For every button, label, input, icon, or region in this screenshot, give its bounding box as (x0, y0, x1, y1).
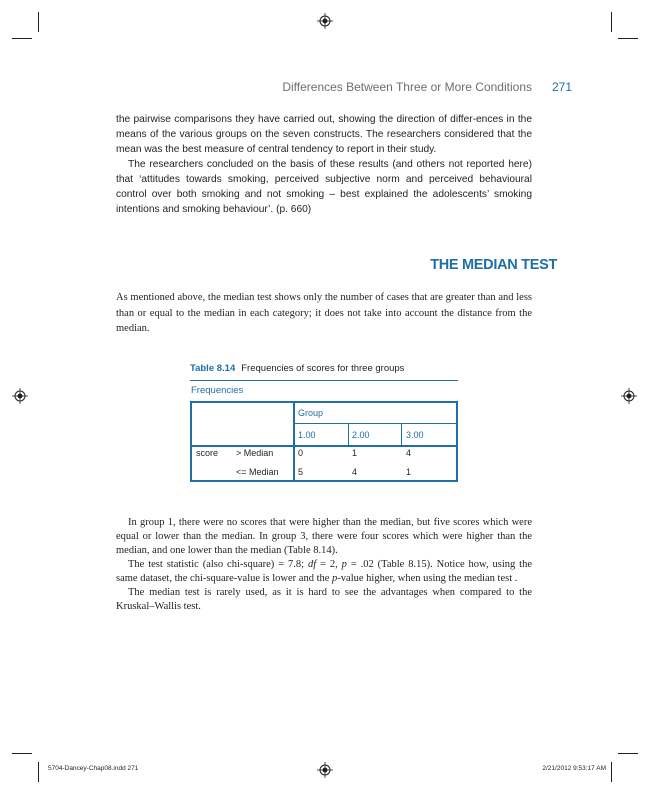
table-divider (348, 424, 349, 446)
table-cell: 5 (298, 467, 304, 477)
table-caption-text: Frequencies of scores for three groups (241, 363, 405, 374)
crop-mark (38, 762, 39, 782)
intro-paragraph: The researchers concluded on the basis of these results (and others not reported here) that ‘attitudes towards smoking, perceived subjective norm and perceived behavioural control over both smoking and not smoking – best explained the adolescents’ smoking intentions and smoking behaviour’. (p. 660) (116, 159, 532, 215)
body-text (116, 516, 532, 614)
crop-mark (611, 762, 612, 782)
intro-paragraph: the pairwise comparisons they have carried out, showing the direction of differ-ences in the means of the various groups on the seven constructs. The researchers considered that the mean was the best measure of central tendency to report in their study. (116, 114, 532, 155)
body-paragraph: In group 1, there were no scores that were higher than the median, but five scores which were equal or lower than the median. In group 3, there were four scores which were higher than the median, and one lower than the median (Table 8.14). (116, 517, 532, 556)
footer-file: 5704-Dancey-Chap08.indd 271 (48, 765, 139, 772)
text-run: p (341, 559, 347, 570)
table-cell: 0 (298, 448, 304, 458)
table-divider (401, 424, 402, 446)
crop-mark (611, 12, 612, 32)
intro-text (116, 112, 532, 217)
running-header-title: Differences Between Three or More Conditions (282, 80, 532, 94)
crop-mark (38, 12, 39, 32)
registration-mark-icon (621, 388, 637, 404)
text-run: -value higher, when using the median test . (337, 573, 518, 584)
body-paragraph: The median test is rarely used, as it is hard to see the advantages when compared to the Kruskal–Wallis test. (116, 587, 532, 612)
column-header: 3.00 (406, 430, 424, 440)
page-number: 271 (552, 80, 573, 94)
table-cell: 1 (352, 448, 358, 458)
section-paragraph: As mentioned above, the median test shows only the number of cases that are greater than and less than or equal to the median in each category; it does not take into account the distance from the median. (116, 292, 532, 334)
frequency-table (190, 401, 458, 482)
table-label: Table 8.14 (190, 363, 236, 374)
column-header: 2.00 (352, 430, 370, 440)
row-variable-label: score (196, 448, 219, 458)
crop-mark (618, 753, 638, 754)
crop-mark (12, 38, 32, 39)
footer-timestamp: 2/21/2012 9:53:17 AM (542, 765, 606, 772)
row-label: <= Median (236, 467, 279, 477)
body-paragraph (116, 558, 532, 586)
text-run: p (332, 573, 338, 584)
crop-mark (12, 753, 32, 754)
table-divider (293, 423, 456, 424)
caption-rule (190, 380, 458, 381)
column-header: 1.00 (298, 430, 316, 440)
section-text (116, 290, 532, 337)
table-subtitle: Frequencies (191, 385, 244, 396)
text-run: The test statistic (also chi-square) = 7.8; (128, 559, 308, 570)
table-cell: 4 (406, 448, 412, 458)
row-label: > Median (236, 448, 274, 458)
table-divider (192, 445, 456, 447)
text-run: = 2, (316, 559, 342, 570)
registration-mark-icon (317, 13, 333, 29)
group-header: Group (298, 408, 324, 418)
table-cell: 1 (406, 467, 412, 477)
text-run: df (307, 559, 317, 570)
registration-mark-icon (12, 388, 28, 404)
table-caption (190, 363, 490, 374)
table-divider (293, 403, 295, 480)
section-heading: THE MEDIAN TEST (430, 257, 557, 273)
text-run: = .02 (Table 8.15). Notice how, using the same dataset, the chi-square-value is lower and the (116, 559, 532, 584)
crop-mark (618, 38, 638, 39)
registration-mark-icon (317, 762, 333, 778)
table-cell: 4 (352, 467, 358, 477)
